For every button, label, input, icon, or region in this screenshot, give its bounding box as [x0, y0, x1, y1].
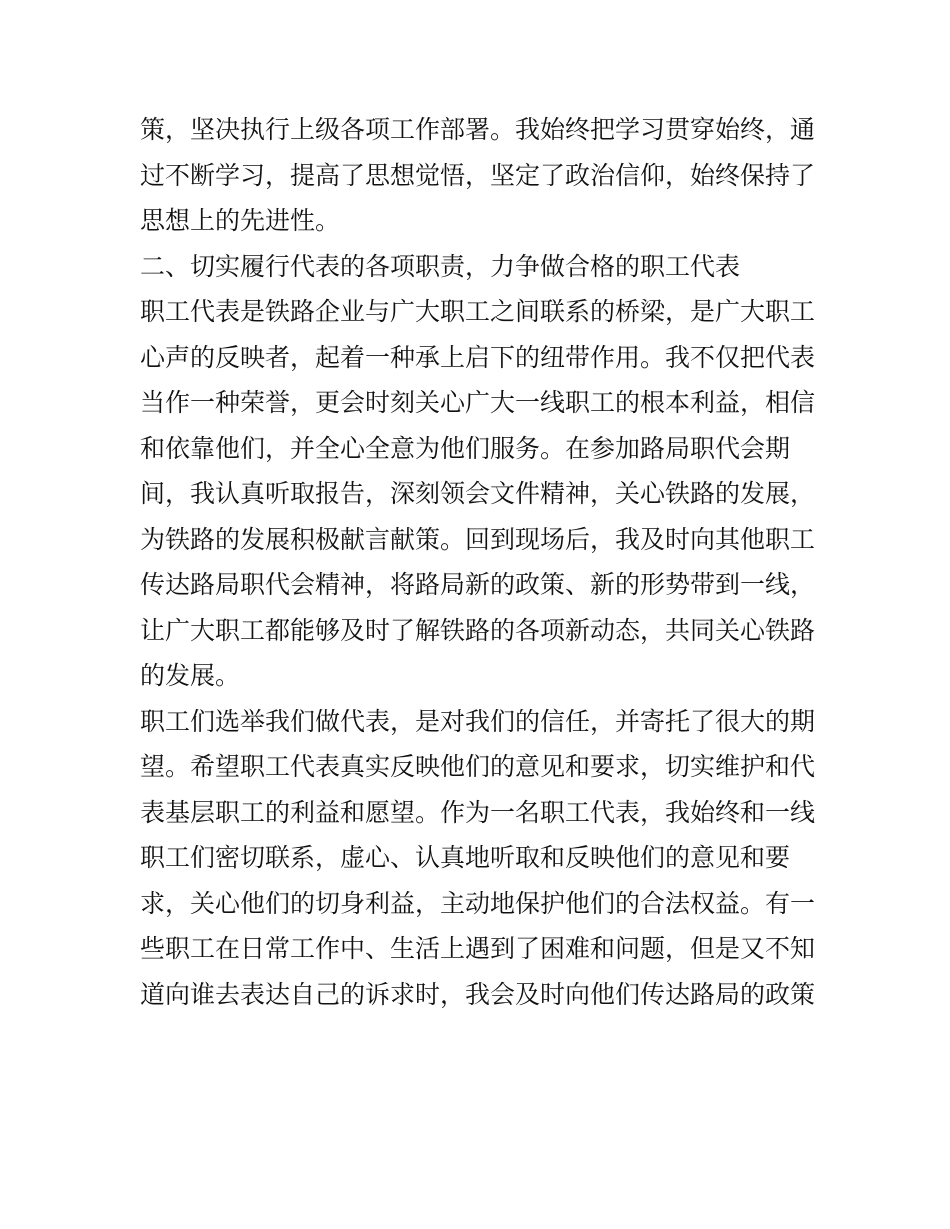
text-line: 道向谁去表达自己的诉求时，我会及时向他们传达路局的政策 [140, 979, 816, 1009]
text-line: 求，关心他们的切身利益，主动地保护他们的合法权益。有一 [140, 888, 816, 918]
text-line: 的发展。 [140, 661, 241, 690]
text-line: 传达路局职代会精神，将路局新的政策、新的形势带到一线， [140, 570, 816, 599]
text-line: 和依靠他们，并全心全意为他们服务。在参加路局职代会期 [140, 433, 791, 463]
text-line: 当作一种荣誉，更会时刻关心广大一线职工的根本利益，相信 [140, 388, 816, 417]
text-line: 心声的反映者，起着一种承上启下的纽带作用。我不仅把代表 [140, 342, 816, 372]
text-line: 为铁路的发展积极献言献策。回到现场后，我及时向其他职工 [140, 524, 816, 554]
body-text [140, 107, 820, 1017]
text-line: 策，坚决执行上级各项工作部署。我始终把学习贯穿始终，通 [140, 115, 816, 144]
section-heading: 二、切实履行代表的各项职责，力争做合格的职工代表 [140, 251, 741, 281]
text-line: 望。希望职工代表真实反映他们的意见和要求，切实维护和代 [140, 752, 816, 781]
text-line: 些职工在日常工作中、生活上遇到了困难和问题，但是又不知 [140, 934, 816, 963]
text-line: 思想上的先进性。 [140, 206, 341, 235]
text-line: 职工们选举我们做代表，是对我们的信任，并寄托了很大的期 [140, 706, 816, 736]
text-line: 职工代表是铁路企业与广大职工之间联系的桥梁，是广大职工 [140, 297, 816, 326]
text-line: 过不断学习，提高了思想觉悟，坚定了政治信仰，始终保持了 [140, 160, 816, 190]
text-line: 职工们密切联系，虚心、认真地听取和反映他们的意见和要 [140, 843, 791, 872]
text-line: 间，我认真听取报告，深刻领会文件精神，关心铁路的发展， [140, 479, 816, 508]
text-line: 表基层职工的利益和愿望。作为一名职工代表，我始终和一线 [140, 797, 816, 827]
text-line: 让广大职工都能够及时了解铁路的各项新动态，共同关心铁路 [140, 615, 816, 645]
